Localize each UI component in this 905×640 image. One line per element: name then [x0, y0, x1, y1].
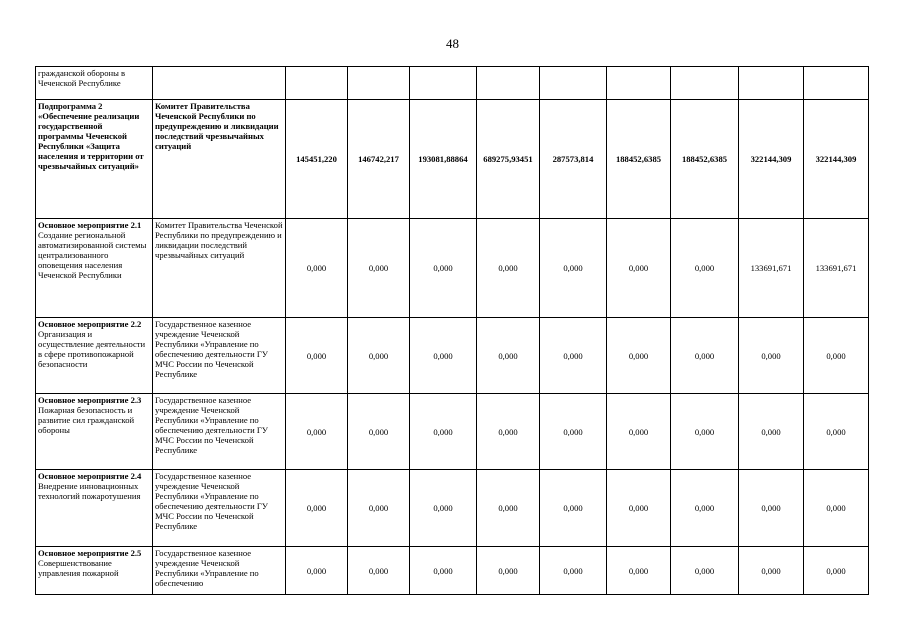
funding-value-cell: 0,000: [739, 470, 804, 547]
funding-value-cell: [348, 67, 410, 100]
funding-value-cell: 188452,6385: [671, 100, 739, 219]
funding-value-cell: 0,000: [286, 547, 348, 595]
funding-value-cell: [739, 67, 804, 100]
funding-value-cell: 689275,93451: [477, 100, 540, 219]
funding-value-cell: 0,000: [671, 219, 739, 318]
funding-value-cell: [671, 67, 739, 100]
funding-value-cell: 0,000: [286, 318, 348, 394]
funding-value-cell: 0,000: [410, 219, 477, 318]
executor-cell: Комитет Правительства Чеченской Республики по предупреждению и ликвидации последствий чрезвычайных ситуаций: [153, 100, 286, 219]
funding-value-cell: 0,000: [671, 394, 739, 470]
funding-value-cell: 0,000: [607, 318, 671, 394]
funding-value-cell: 193081,88864: [410, 100, 477, 219]
budget-table: [35, 66, 869, 595]
funding-value-cell: 146742,217: [348, 100, 410, 219]
program-name-cell: [36, 470, 153, 547]
program-description: гражданской обороны в Чеченской Республике: [38, 68, 126, 88]
funding-value-cell: 133691,671: [739, 219, 804, 318]
funding-value-cell: 0,000: [410, 470, 477, 547]
funding-value-cell: 0,000: [477, 547, 540, 595]
program-description: Совершенствование управления пожарной: [38, 558, 119, 578]
funding-value-cell: 0,000: [607, 219, 671, 318]
funding-value-cell: 322144,309: [739, 100, 804, 219]
funding-value-cell: 0,000: [739, 318, 804, 394]
funding-value-cell: 0,000: [477, 219, 540, 318]
program-description: Организация и осуществление деятельности в сфере противопожарной безопасности: [38, 329, 146, 369]
funding-value-cell: [477, 67, 540, 100]
funding-value-cell: 0,000: [607, 547, 671, 595]
program-title: Основное мероприятие 2.2: [38, 319, 142, 329]
program-name-cell: [36, 100, 153, 219]
funding-value-cell: [410, 67, 477, 100]
program-title: Основное мероприятие 2.5: [38, 548, 142, 558]
funding-value-cell: 0,000: [540, 470, 607, 547]
program-title: Основное мероприятие 2.3: [38, 395, 142, 405]
funding-value-cell: 287573,814: [540, 100, 607, 219]
funding-value-cell: 0,000: [540, 219, 607, 318]
funding-value-cell: 0,000: [477, 470, 540, 547]
funding-value-cell: [607, 67, 671, 100]
funding-value-cell: 0,000: [804, 318, 869, 394]
executor-cell: Государственное казенное учреждение Чеченской Республики «Управление по обеспечению деятельности ГУ МЧС России по Чеченской Республике: [153, 470, 286, 547]
funding-value-cell: 145451,220: [286, 100, 348, 219]
table-row: [36, 219, 869, 318]
funding-value-cell: 0,000: [348, 470, 410, 547]
funding-value-cell: 0,000: [540, 547, 607, 595]
funding-value-cell: 0,000: [671, 318, 739, 394]
funding-value-cell: 0,000: [286, 394, 348, 470]
funding-value-cell: 0,000: [540, 394, 607, 470]
funding-value-cell: 0,000: [607, 470, 671, 547]
table-row: [36, 318, 869, 394]
program-title: Основное мероприятие 2.4: [38, 471, 142, 481]
funding-value-cell: [286, 67, 348, 100]
funding-value-cell: 0,000: [739, 547, 804, 595]
executor-cell: Государственное казенное учреждение Чеченской Республики «Управление по обеспечению деятельности ГУ МЧС России по Чеченской Республике: [153, 394, 286, 470]
funding-value-cell: 0,000: [410, 394, 477, 470]
funding-value-cell: 0,000: [607, 394, 671, 470]
funding-value-cell: 0,000: [804, 394, 869, 470]
program-title: Подпрограмма 2 «Обеспечение реализации государственной программы Чеченской Республики «Защита населения и территории от чрезвычайных ситуаций»: [38, 101, 144, 171]
funding-value-cell: 0,000: [477, 318, 540, 394]
program-name-cell: [36, 219, 153, 318]
funding-value-cell: 0,000: [804, 470, 869, 547]
funding-value-cell: 0,000: [671, 470, 739, 547]
funding-value-cell: 133691,671: [804, 219, 869, 318]
program-description: Создание региональной автоматизированной системы централизованного оповещения населения Чеченской Республики: [38, 230, 147, 280]
program-title: Основное мероприятие 2.1: [38, 220, 142, 230]
funding-value-cell: 0,000: [410, 318, 477, 394]
funding-value-cell: 0,000: [286, 219, 348, 318]
funding-value-cell: 0,000: [348, 318, 410, 394]
table-row: [36, 100, 869, 219]
funding-value-cell: 0,000: [671, 547, 739, 595]
program-name-cell: [36, 394, 153, 470]
funding-value-cell: 0,000: [540, 318, 607, 394]
funding-value-cell: 0,000: [739, 394, 804, 470]
funding-value-cell: [804, 67, 869, 100]
program-name-cell: [36, 67, 153, 100]
funding-value-cell: 322144,309: [804, 100, 869, 219]
funding-value-cell: 0,000: [804, 547, 869, 595]
funding-value-cell: 0,000: [348, 547, 410, 595]
table-row: [36, 67, 869, 100]
program-description: Пожарная безопасность и развитие сил гражданской обороны: [38, 405, 135, 435]
funding-value-cell: 0,000: [348, 219, 410, 318]
executor-cell: Государственное казенное учреждение Чеченской Республики «Управление по обеспечению: [153, 547, 286, 595]
funding-value-cell: 188452,6385: [607, 100, 671, 219]
program-name-cell: [36, 547, 153, 595]
executor-cell: [153, 67, 286, 100]
funding-value-cell: 0,000: [477, 394, 540, 470]
page-number: 48: [446, 36, 459, 51]
executor-cell: Государственное казенное учреждение Чеченской Республики «Управление по обеспечению деятельности ГУ МЧС России по Чеченской Республике: [153, 318, 286, 394]
table-row: [36, 547, 869, 595]
program-name-cell: [36, 318, 153, 394]
funding-value-cell: [540, 67, 607, 100]
table-row: [36, 394, 869, 470]
executor-cell: Комитет Правительства Чеченской Республики по предупреждению и ликвидации последствий чрезвычайных ситуаций: [153, 219, 286, 318]
table-row: [36, 470, 869, 547]
table-body: [36, 67, 869, 595]
program-description: Внедрение инновационных технологий пожаротушения: [38, 481, 141, 501]
funding-value-cell: 0,000: [410, 547, 477, 595]
funding-value-cell: 0,000: [348, 394, 410, 470]
funding-value-cell: 0,000: [286, 470, 348, 547]
